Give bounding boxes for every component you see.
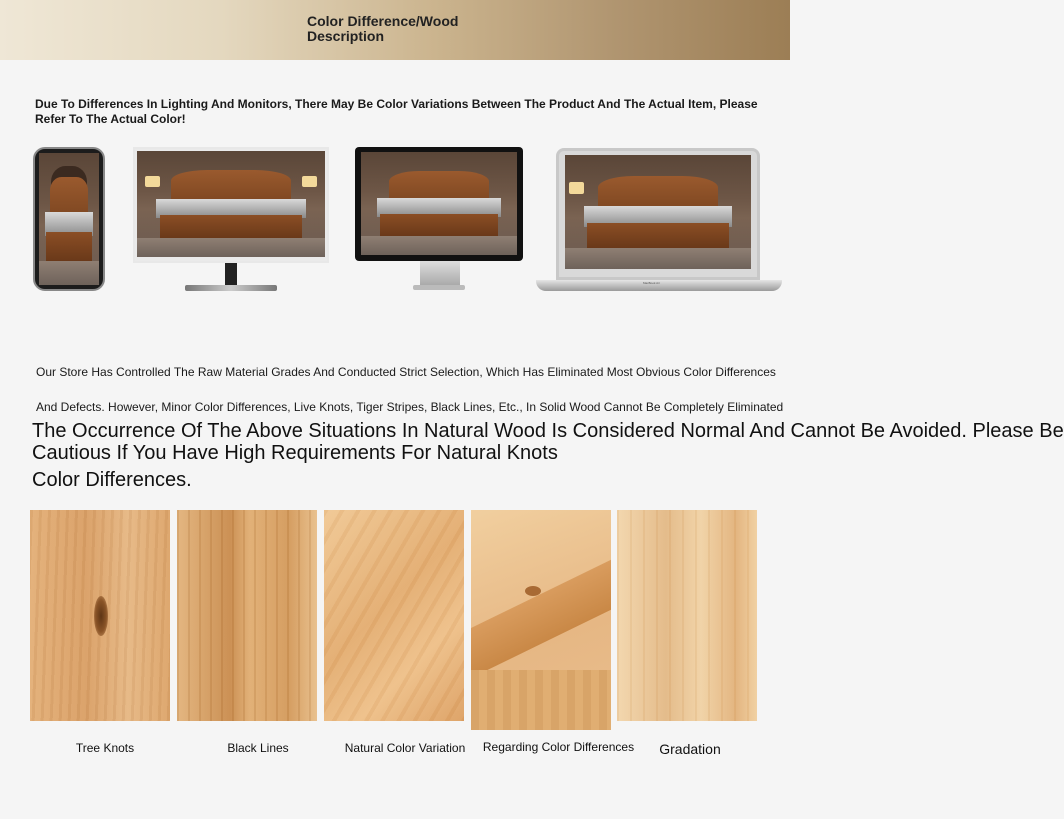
bed-photo (361, 152, 517, 255)
laptop-base (536, 280, 782, 291)
phone-device-image (33, 147, 105, 291)
wood-sample-tree-knots (30, 510, 170, 721)
desktop-device-image (355, 147, 523, 261)
wood-sample-color-differences (471, 510, 611, 721)
bed-photo (565, 155, 751, 269)
page-title: Color Difference/Wood Description (307, 13, 459, 44)
headline-line-3: Color Differences. (32, 469, 192, 491)
headline-line-2: Cautious If You Have High Requirements For Natural Knots (32, 442, 558, 464)
wood-sample-gradation (617, 510, 757, 721)
wood-sample-black-lines (177, 510, 317, 721)
wood-caption: Natural Color Variation (344, 741, 466, 755)
headline-line-1: The Occurrence Of The Above Situations In Natural Wood Is Considered Normal And Cannot Be Avoided. Please Be (32, 420, 1064, 442)
wood-caption: Regarding Color Differences (482, 740, 635, 754)
wood-caption: Black Lines (227, 741, 289, 755)
bed-photo (137, 151, 325, 257)
monitor-base (185, 285, 277, 291)
paragraph-line-1: Our Store Has Controlled The Raw Material Grades And Conducted Strict Selection, Which Has Eliminated Most Obvious Color Differences (36, 365, 776, 379)
laptop-badge: MacBook Air (643, 281, 660, 285)
desktop-stand (420, 261, 460, 285)
paragraph-line-2: And Defects. However, Minor Color Differences, Live Knots, Tiger Stripes, Black Lines, Etc., In Solid Wood Cannot Be Completely Eliminated (36, 400, 784, 414)
color-disclaimer: Due To Differences In Lighting And Monitors, There May Be Color Variations Between The Product And The Actual Item, Please Refer To The Actual Color! (35, 97, 758, 126)
monitor-stand (225, 263, 237, 285)
wood-caption: Gradation (659, 741, 721, 757)
wood-sample-natural-color (324, 510, 464, 721)
laptop-device-image (556, 148, 760, 280)
header-banner (0, 0, 790, 60)
wood-caption: Tree Knots (75, 741, 135, 755)
monitor-device-image (133, 147, 329, 263)
bed-photo (39, 153, 99, 285)
desktop-base (413, 285, 465, 290)
headline (32, 420, 1064, 491)
